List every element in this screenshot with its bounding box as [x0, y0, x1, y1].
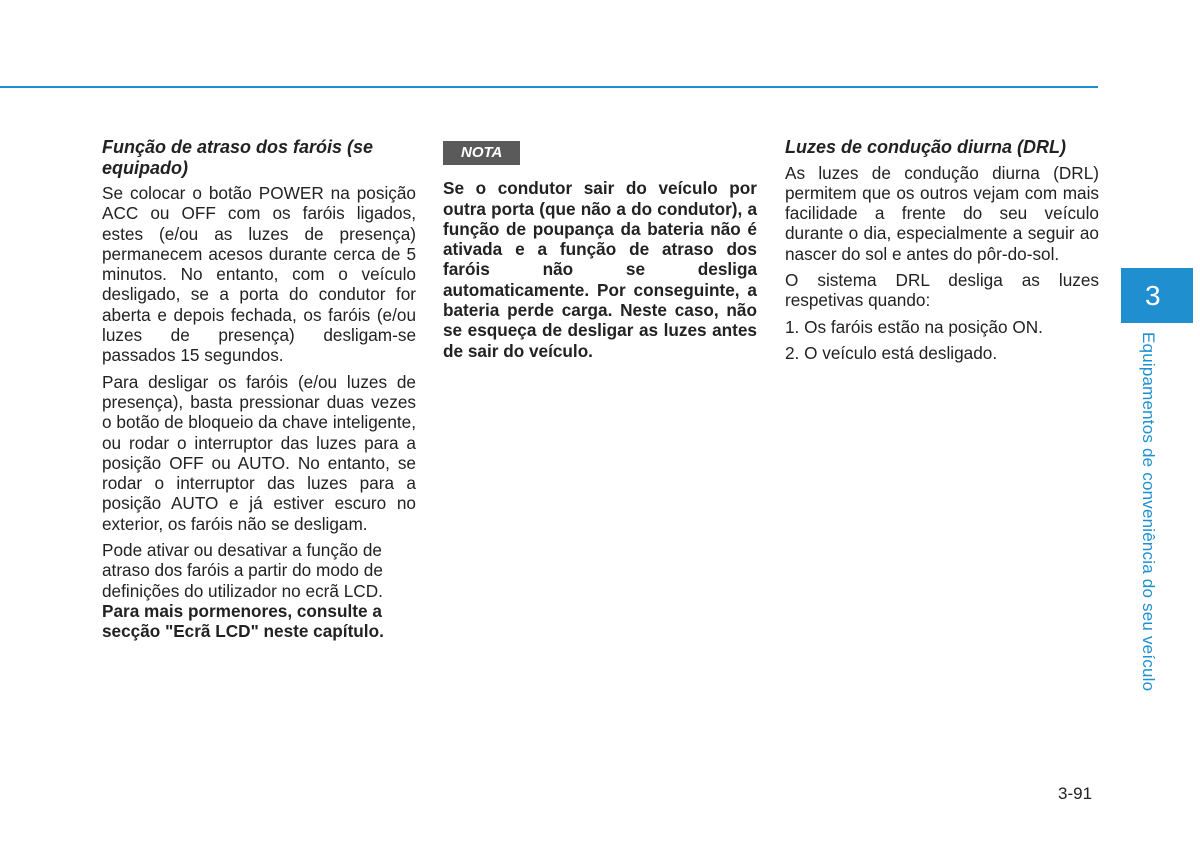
paragraph: O sistema DRL desliga as luzes respetivas quando: — [785, 269, 1099, 311]
top-rule — [0, 86, 1098, 88]
right-column — [785, 137, 1099, 369]
paragraph: Se colocar o botão POWER na posição ACC ou OFF com os faróis ligados, estes (e/ou as luzes de presença) permanecem acesos durante cerca de 5 minutos. No entanto, com o veículo desligado, se a porta do condutor for aberta e depois fechada, os faróis (e/ou luzes de presença) desligam-se passados 15 segundos. — [102, 183, 416, 366]
note-badge: NOTA — [443, 141, 520, 165]
paragraph: Para desligar os faróis (e/ou luzes de presença), basta pressionar duas vezes o botão de bloqueio da chave inteligente, ou rodar o interruptor das luzes para a posição OFF ou AUTO. No entanto, se rodar o interruptor das luzes para a posição AUTO e já estiver escuro no exterior, os faróis não se desligam. — [102, 371, 416, 534]
note-text: Se o condutor sair do veículo por outra porta (que não a do condutor), a função de poupança da bateria não é ativada e a função de atraso dos faróis não se desliga automaticamente. Por conseguinte, a bateria perde carga. Neste caso, não se esqueça de desligar as luzes antes de sair do veículo. — [443, 178, 757, 361]
paragraph: As luzes de condução diurna (DRL) permitem que os outros vejam com mais facilidade a frente do seu veículo durante o dia, especialmente a seguir ao nascer do sol e antes do pôr-do-sol. — [785, 162, 1099, 264]
middle-column — [443, 137, 757, 361]
page-number: 3-91 — [1058, 784, 1093, 803]
paragraph-text: Pode ativar ou desativar a função de atraso dos faróis a partir do modo de definições do utilizador no ecrã LCD. — [102, 540, 383, 601]
chapter-tab: 3 — [1121, 268, 1193, 323]
chapter-title: Equipamentos de conveniência do seu veículo — [1139, 332, 1158, 692]
paragraph — [102, 540, 416, 641]
section-heading-headlight-delay: Função de atraso dos faróis (se equipado) — [102, 137, 374, 178]
section-heading-drl: Luzes de condução diurna (DRL) — [785, 137, 1067, 157]
list-item: 2. O veículo está desligado. — [785, 342, 998, 363]
list-item: 1. Os faróis estão na posição ON. — [785, 316, 1043, 337]
left-column — [102, 137, 416, 648]
cross-reference-text: Para mais pormenores, consulte a secção "Ecrã LCD" neste capítulo. — [102, 600, 384, 642]
